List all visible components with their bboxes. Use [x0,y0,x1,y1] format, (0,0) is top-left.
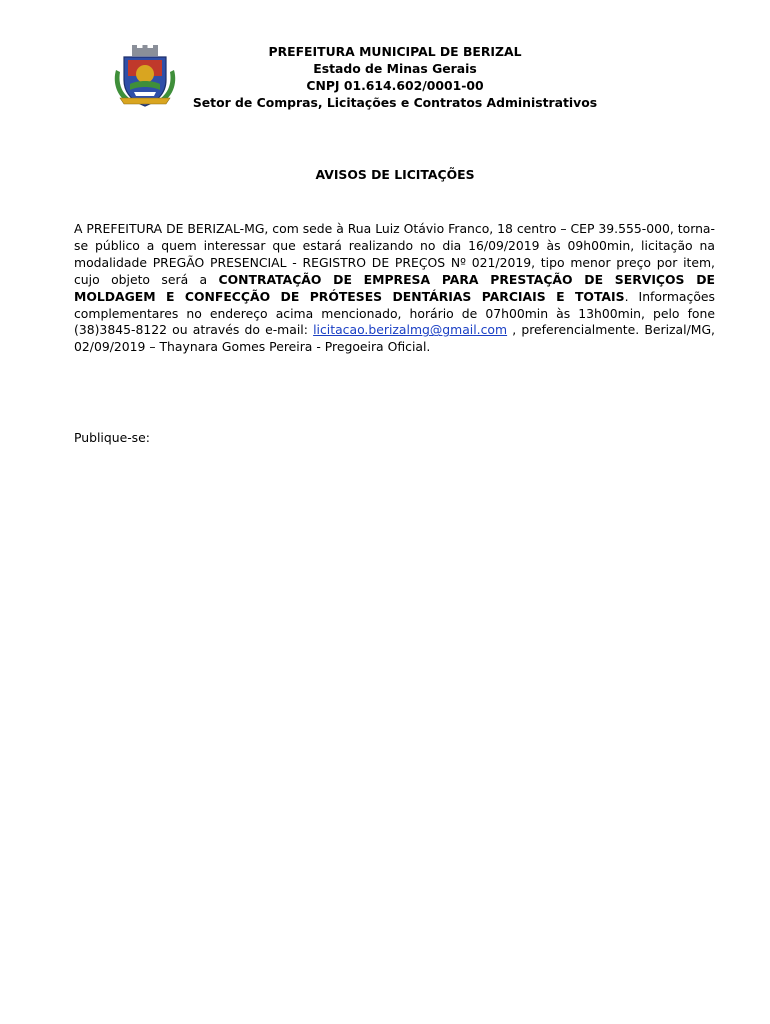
header-state: Estado de Minas Gerais [313,61,477,76]
header-department: Setor de Compras, Licitações e Contratos Administrativos [192,95,598,110]
notice-text-signature: , preferencialmente. Berizal/MG, 02/09/2019 – Thaynara Gomes Pereira - Pregoeira Oficial. [74,322,715,355]
header-municipality: PREFEITURA MUNICIPAL DE BERIZAL [268,44,522,59]
notice-text-intro: A PREFEITURA DE BERIZAL-MG, com sede à Rua Luiz Otávio Franco, 18 centro – CEP 39.555-000, torna-se público a quem interessar que estará realizando no dia 16/09/2019 às 09h00min, licitação na modalidade PREGÃO PRESENCIAL - REGISTRO DE PREÇOS Nº 021/2019, tipo menor preço por item, cujo objeto será a [74,221,715,287]
document-title: AVISOS DE LICITAÇÕES [315,167,475,182]
notice-object: CONTRATAÇÃO DE EMPRESA PARA PRESTAÇÃO DE SERVIÇOS DE MOLDAGEM E CONFECÇÃO DE PRÓTESES DENTÁRIAS PARCIAIS E TOTAIS [74,271,715,304]
coat-of-arms-icon [110,44,180,110]
header-cnpj: CNPJ 01.614.602/0001-00 [306,78,484,93]
email-link[interactable]: licitacao.berizalmg@gmail.com [313,322,508,338]
notice-text-info: . Informações complementares no endereço acima mencionado, horário de 07h00min às 13h00min, pelo fone (38)3845-8122 ou através do e-mail: [74,288,715,338]
ribbon-shape [120,98,170,104]
notice-paragraph [74,221,715,356]
document-header [180,43,610,111]
closing-text: Publique-se: [74,430,150,445]
